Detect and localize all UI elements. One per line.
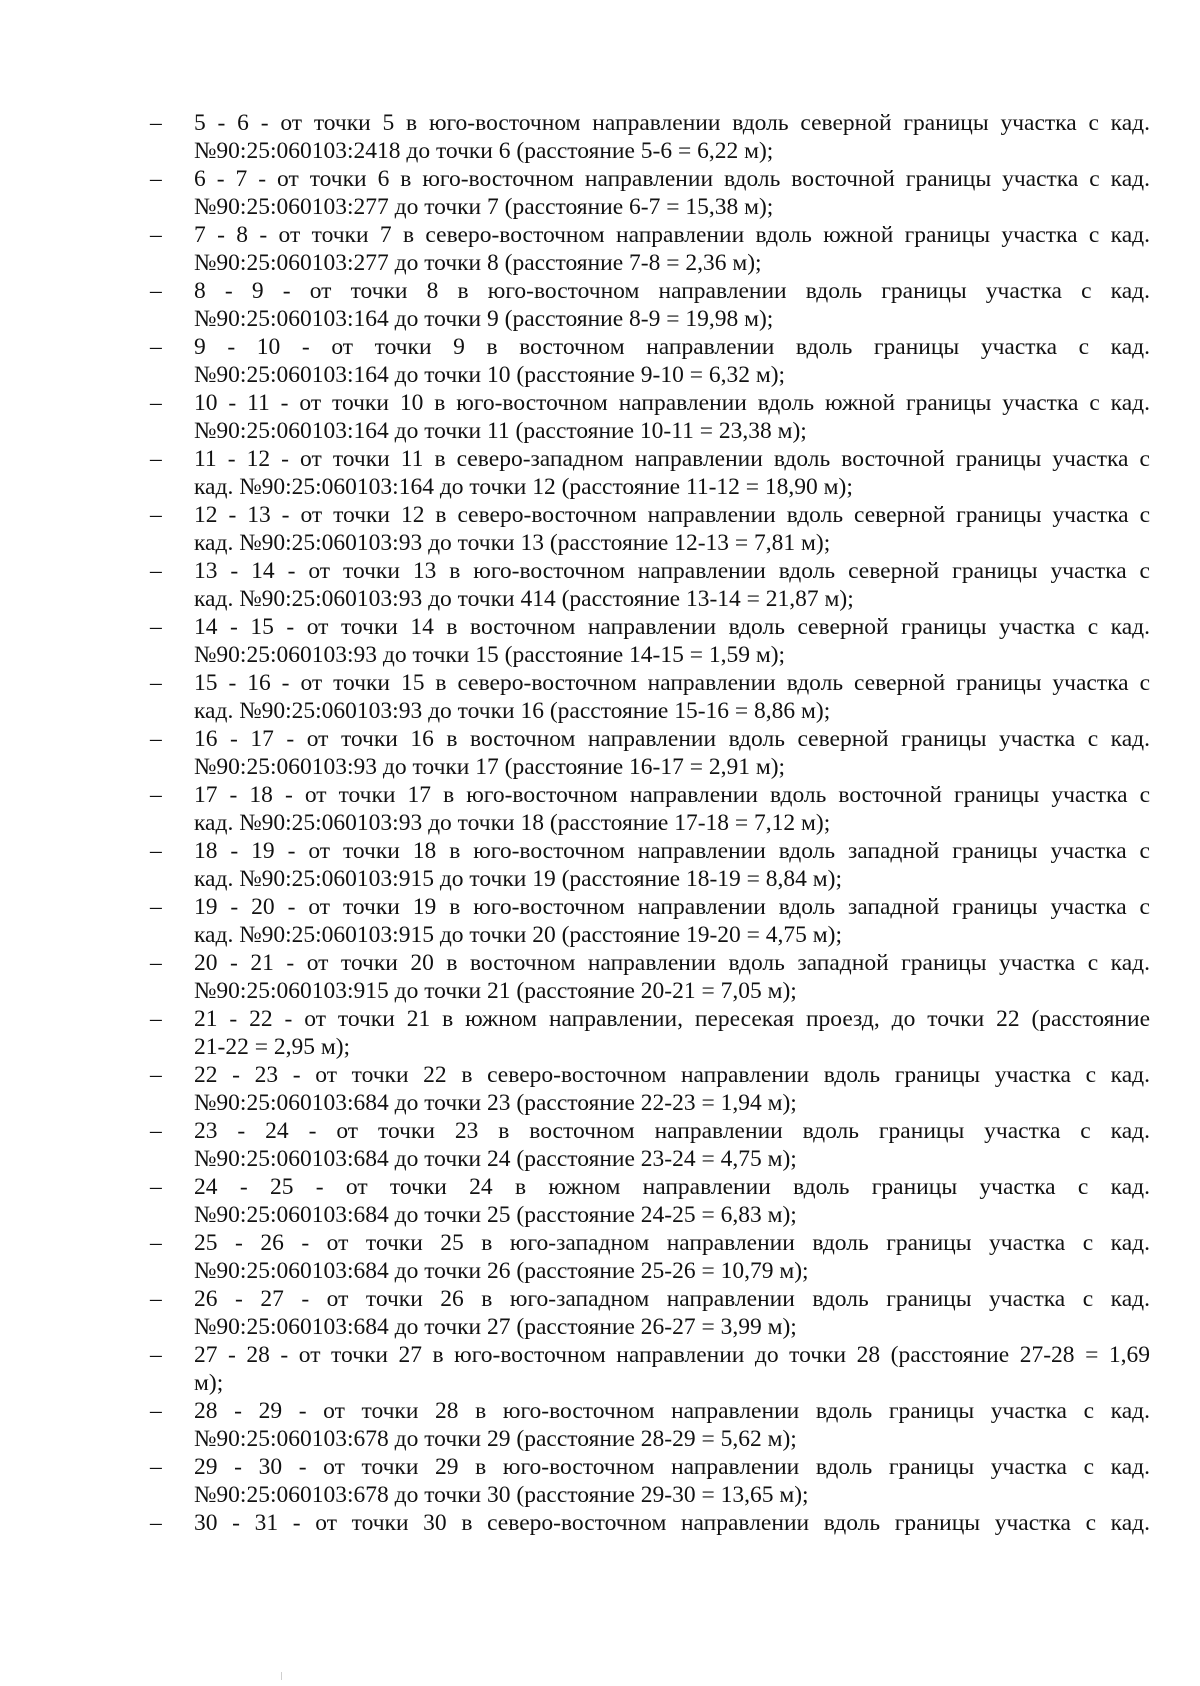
segment-description: 16 - 17 - от точки 16 в восточном направлении вдоль северной границы участка с кад.: [194, 726, 1150, 752]
segment-description: 9 - 10 - от точки 9 в восточном направлении вдоль границы участка с кад.: [194, 334, 1150, 360]
list-dash-marker: –: [150, 1286, 162, 1312]
boundary-segment-item: [150, 1397, 1150, 1453]
segment-description: 17 - 18 - от точки 17 в юго-восточном направлении вдоль восточной границы участка с: [194, 782, 1150, 808]
segment-cadastral-distance: №90:25:060103:164 до точки 10 (расстояние 9-10 = 6,32 м);: [194, 362, 786, 388]
segment-description: 29 - 30 - от точки 29 в юго-восточном направлении вдоль границы участка с кад.: [194, 1454, 1150, 1480]
list-dash-marker: –: [150, 1342, 162, 1368]
scan-speck: [281, 1672, 282, 1680]
boundary-segment-item: [150, 501, 1150, 557]
segment-description: 30 - 31 - от точки 30 в северо-восточном направлении вдоль границы участка с кад.: [194, 1510, 1150, 1536]
segment-description: 26 - 27 - от точки 26 в юго-западном направлении вдоль границы участка с кад.: [194, 1286, 1150, 1312]
segment-cadastral-distance: №90:25:060103:684 до точки 27 (расстояние 26-27 = 3,99 м);: [194, 1314, 797, 1340]
list-dash-marker: –: [150, 1118, 162, 1144]
list-dash-marker: –: [150, 558, 162, 584]
boundary-segment-item: [150, 669, 1150, 725]
segment-cadastral-distance: 21-22 = 2,95 м);: [194, 1034, 351, 1060]
segment-description: 20 - 21 - от точки 20 в восточном направлении вдоль западной границы участка с кад.: [194, 950, 1150, 976]
list-dash-marker: –: [150, 1174, 162, 1200]
list-dash-marker: –: [150, 278, 162, 304]
segment-description: 21 - 22 - от точки 21 в южном направлении, пересекая проезд, до точки 22 (расстояние: [194, 1006, 1150, 1032]
segment-cadastral-distance: №90:25:060103:684 до точки 26 (расстояние 25-26 = 10,79 м);: [194, 1258, 809, 1284]
segment-description: 11 - 12 - от точки 11 в северо-западном направлении вдоль восточной границы участка с: [194, 446, 1150, 472]
segment-cadastral-distance: №90:25:060103:684 до точки 25 (расстояние 24-25 = 6,83 м);: [194, 1202, 797, 1228]
segment-description: 12 - 13 - от точки 12 в северо-восточном направлении вдоль северной границы участка с: [194, 502, 1150, 528]
segment-cadastral-distance: №90:25:060103:164 до точки 11 (расстояние 10-11 = 23,38 м);: [194, 418, 807, 444]
boundary-segment-item: [150, 1341, 1150, 1397]
segment-cadastral-distance: №90:25:060103:93 до точки 17 (расстояние 16-17 = 2,91 м);: [194, 754, 786, 780]
segment-cadastral-distance: №90:25:060103:684 до точки 23 (расстояние 22-23 = 1,94 м);: [194, 1090, 797, 1116]
list-dash-marker: –: [150, 1510, 162, 1536]
segment-description: 6 - 7 - от точки 6 в юго-восточном направлении вдоль восточной границы участка с кад.: [194, 166, 1150, 192]
boundary-segment-item: [150, 221, 1150, 277]
boundary-segment-item: [150, 613, 1150, 669]
boundary-segment-item: [150, 1005, 1150, 1061]
boundary-segment-item: [150, 1061, 1150, 1117]
segment-cadastral-distance: №90:25:060103:277 до точки 7 (расстояние 6-7 = 15,38 м);: [194, 194, 774, 220]
segment-description: 22 - 23 - от точки 22 в северо-восточном направлении вдоль границы участка с кад.: [194, 1062, 1150, 1088]
segment-cadastral-distance: кад. №90:25:060103:93 до точки 13 (расстояние 12-13 = 7,81 м);: [194, 530, 831, 556]
list-dash-marker: –: [150, 950, 162, 976]
list-dash-marker: –: [150, 1398, 162, 1424]
segment-cadastral-distance: №90:25:060103:678 до точки 30 (расстояние 29-30 = 13,65 м);: [194, 1482, 809, 1508]
segment-description: 27 - 28 - от точки 27 в юго-восточном направлении до точки 28 (расстояние 27-28 = 1,69: [194, 1342, 1150, 1368]
boundary-segment-item: [150, 445, 1150, 501]
list-dash-marker: –: [150, 1230, 162, 1256]
list-dash-marker: –: [150, 726, 162, 752]
segment-description: 15 - 16 - от точки 15 в северо-восточном направлении вдоль северной границы участка с: [194, 670, 1150, 696]
segment-cadastral-distance: кад. №90:25:060103:93 до точки 414 (расстояние 13-14 = 21,87 м);: [194, 586, 854, 612]
list-dash-marker: –: [150, 782, 162, 808]
boundary-segment-item: [150, 893, 1150, 949]
list-dash-marker: –: [150, 446, 162, 472]
segment-cadastral-distance: кад. №90:25:060103:915 до точки 19 (расстояние 18-19 = 8,84 м);: [194, 866, 843, 892]
boundary-segment-item: [150, 1453, 1150, 1509]
boundary-segment-item: [150, 1117, 1150, 1173]
list-dash-marker: –: [150, 1454, 162, 1480]
segment-cadastral-distance: кад. №90:25:060103:93 до точки 18 (расстояние 17-18 = 7,12 м);: [194, 810, 831, 836]
boundary-segment-item: [150, 1173, 1150, 1229]
list-dash-marker: –: [150, 1006, 162, 1032]
segment-cadastral-distance: №90:25:060103:277 до точки 8 (расстояние 7-8 = 2,36 м);: [194, 250, 762, 276]
segment-description: 25 - 26 - от точки 25 в юго-западном направлении вдоль границы участка с кад.: [194, 1230, 1150, 1256]
segment-description: 8 - 9 - от точки 8 в юго-восточном направлении вдоль границы участка с кад.: [194, 278, 1150, 304]
segment-description: 23 - 24 - от точки 23 в восточном направлении вдоль границы участка с кад.: [194, 1118, 1150, 1144]
list-dash-marker: –: [150, 502, 162, 528]
segment-cadastral-distance: м);: [194, 1370, 224, 1396]
list-dash-marker: –: [150, 110, 162, 136]
boundary-segment-item: [150, 557, 1150, 613]
boundary-segment-item: [150, 1285, 1150, 1341]
segment-description: 10 - 11 - от точки 10 в юго-восточном направлении вдоль южной границы участка с кад.: [194, 390, 1150, 416]
list-dash-marker: –: [150, 670, 162, 696]
boundary-segment-item: [150, 277, 1150, 333]
segment-cadastral-distance: №90:25:060103:684 до точки 24 (расстояние 23-24 = 4,75 м);: [194, 1146, 797, 1172]
boundary-segment-item: [150, 949, 1150, 1005]
boundary-segment-item: [150, 725, 1150, 781]
boundary-segment-item: [150, 781, 1150, 837]
segment-description: 18 - 19 - от точки 18 в юго-восточном направлении вдоль западной границы участка с: [194, 838, 1150, 864]
segment-description: 19 - 20 - от точки 19 в юго-восточном направлении вдоль западной границы участка с: [194, 894, 1150, 920]
boundary-segment-item: [150, 1509, 1150, 1537]
segment-cadastral-distance: №90:25:060103:915 до точки 21 (расстояние 20-21 = 7,05 м);: [194, 978, 797, 1004]
boundary-segment-item: [150, 165, 1150, 221]
segment-description: 5 - 6 - от точки 5 в юго-восточном направлении вдоль северной границы участка с кад.: [194, 110, 1150, 136]
segment-cadastral-distance: №90:25:060103:93 до точки 15 (расстояние 14-15 = 1,59 м);: [194, 642, 786, 668]
list-dash-marker: –: [150, 334, 162, 360]
segment-description: 28 - 29 - от точки 28 в юго-восточном направлении вдоль границы участка с кад.: [194, 1398, 1150, 1424]
boundary-segment-item: [150, 1229, 1150, 1285]
segment-description: 14 - 15 - от точки 14 в восточном направлении вдоль северной границы участка с кад.: [194, 614, 1150, 640]
boundary-segment-item: [150, 109, 1150, 165]
segment-cadastral-distance: кад. №90:25:060103:93 до точки 16 (расстояние 15-16 = 8,86 м);: [194, 698, 831, 724]
list-dash-marker: –: [150, 838, 162, 864]
segment-description: 24 - 25 - от точки 24 в южном направлении вдоль границы участка с кад.: [194, 1174, 1150, 1200]
list-dash-marker: –: [150, 1062, 162, 1088]
list-dash-marker: –: [150, 614, 162, 640]
boundary-segment-item: [150, 837, 1150, 893]
boundary-segment-item: [150, 333, 1150, 389]
list-dash-marker: –: [150, 166, 162, 192]
segment-cadastral-distance: кад. №90:25:060103:915 до точки 20 (расстояние 19-20 = 4,75 м);: [194, 922, 843, 948]
segment-cadastral-distance: №90:25:060103:678 до точки 29 (расстояние 28-29 = 5,62 м);: [194, 1426, 797, 1452]
segment-description: 13 - 14 - от точки 13 в юго-восточном направлении вдоль северной границы участка с: [194, 558, 1150, 584]
segment-cadastral-distance: №90:25:060103:164 до точки 9 (расстояние 8-9 = 19,98 м);: [194, 306, 774, 332]
segment-description: 7 - 8 - от точки 7 в северо-восточном направлении вдоль южной границы участка с кад.: [194, 222, 1150, 248]
segment-cadastral-distance: №90:25:060103:2418 до точки 6 (расстояние 5-6 = 6,22 м);: [194, 138, 774, 164]
boundary-segment-item: [150, 389, 1150, 445]
list-dash-marker: –: [150, 894, 162, 920]
boundary-segment-list: [150, 109, 1150, 1537]
list-dash-marker: –: [150, 390, 162, 416]
list-dash-marker: –: [150, 222, 162, 248]
segment-cadastral-distance: кад. №90:25:060103:164 до точки 12 (расстояние 11-12 = 18,90 м);: [194, 474, 853, 500]
